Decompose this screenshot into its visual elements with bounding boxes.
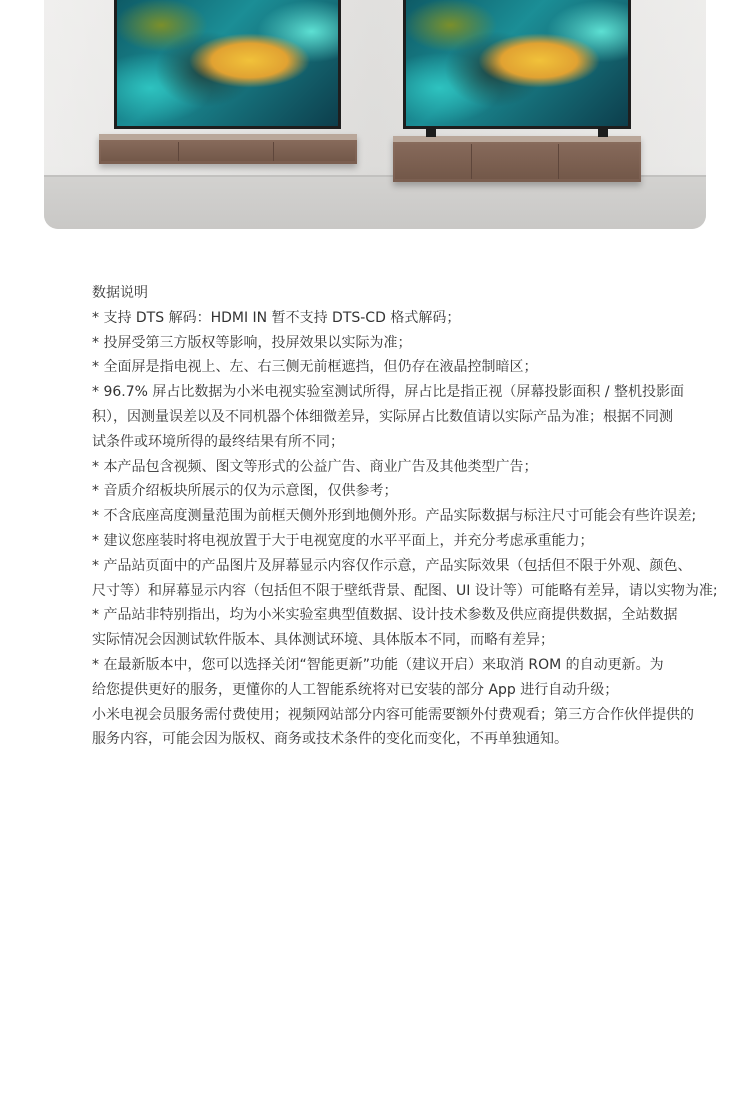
tv-screen-wallpaper: [406, 0, 628, 126]
cabinet-top: [99, 134, 357, 140]
cabinet-drawer: [395, 144, 472, 179]
tv-left: [114, 0, 341, 129]
tv-cabinet-right: [393, 136, 641, 182]
floor: [44, 175, 706, 229]
tv-cabinet-left: [99, 134, 357, 164]
tv-screen-wallpaper: [117, 0, 338, 126]
product-hero-image: [44, 0, 706, 229]
notes-line: * 全面屏是指电视上、左、右三侧无前框遮挡，但仍存在液晶控制暗区；: [92, 359, 538, 376]
notes-line: * 不含底座高度测量范围为前框天侧外形到地侧外形。产品实际数据与标注尺寸可能会有些许误差;: [92, 508, 697, 525]
notes-line: 实际情况会因测试软件版本、具体测试环境、具体版本不同，而略有差异；: [92, 632, 554, 649]
notes-line: 小米电视会员服务需付费使用；视频网站部分内容可能需要额外付费观看；第三方合作伙伴提供的: [92, 706, 694, 723]
notes-line: * 在最新版本中，您可以选择关闭“智能更新”功能（建议开启）来取消 ROM 的自动更新。为: [92, 656, 664, 673]
notes-line: 尺寸等）和屏幕显示内容（包括但不限于壁纸背景、配图、UI 设计等）可能略有差异，请以实物为准;: [92, 582, 718, 599]
notes-line: * 投屏受第三方版权等影响，投屏效果以实际为准；: [92, 334, 412, 351]
tv-right: [403, 0, 631, 129]
cabinet-drawer: [101, 142, 179, 161]
notes-line: 给您提供更好的服务，更懂你的人工智能系统将对已安装的部分 App 进行自动升级；: [92, 681, 619, 698]
cabinet-drawer: [274, 142, 355, 161]
notes-title: 数据说明: [92, 285, 148, 301]
notes-line: * 产品站页面中的产品图片及屏幕显示内容仅作示意，产品实际效果（包括但不限于外观、颜色、: [92, 557, 692, 574]
tv-stand-foot: [598, 127, 608, 137]
cabinet-drawer: [472, 144, 559, 179]
cabinet-drawer: [179, 142, 274, 161]
notes-line: * 建议您座装时将电视放置于大于电视宽度的水平平面上，并充分考虑承重能力；: [92, 532, 594, 549]
notes-line: 试条件或环境所得的最终结果有所不同；: [92, 433, 344, 450]
notes-line: * 96.7% 屏占比数据为小米电视实验室测试所得，屏占比是指正视（屏幕投影面积 / 整机投影面: [92, 384, 684, 401]
cabinet-drawer: [559, 144, 639, 179]
notes-line: * 本产品包含视频、图文等形式的公益广告、商业广告及其他类型广告；: [92, 458, 538, 475]
notes-line: * 产品站非特别指出，均为小米实验室典型值数据、设计技术参数及供应商提供数据，全站数据: [92, 607, 678, 624]
notes-line: * 音质介绍板块所展示的仅为示意图，仅供参考；: [92, 483, 398, 500]
tv-stand-foot: [426, 127, 436, 137]
notes-line: * 支持 DTS 解码：HDMI IN 暂不支持 DTS-CD 格式解码；: [92, 309, 461, 326]
notes-line: 服务内容，可能会因为版权、商务或技术条件的变化而变化，不再单独通知。: [92, 731, 568, 748]
notes-line: 积），因测量误差以及不同机器个体细微差异，实际屏占比数值请以实际产品为准；根据不同测: [92, 408, 673, 425]
data-notes: [92, 281, 718, 752]
